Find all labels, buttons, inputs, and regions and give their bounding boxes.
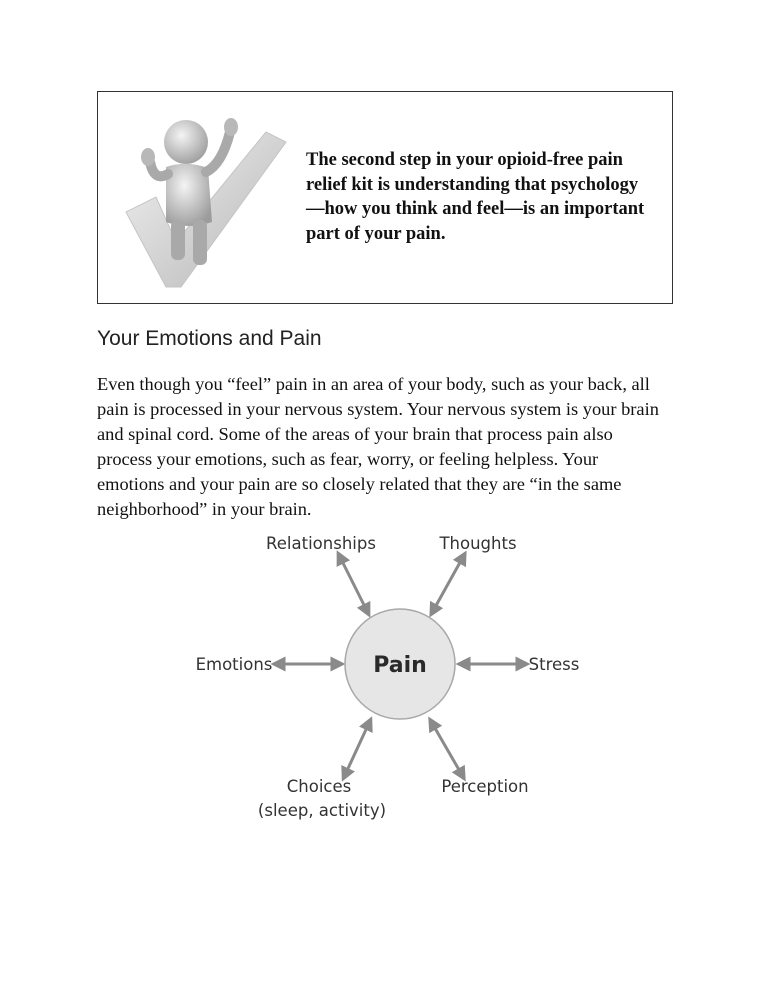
node-perception: Perception bbox=[441, 777, 529, 796]
person-thumbs-up-checkmark-icon bbox=[116, 102, 296, 292]
arrow-relationships bbox=[340, 557, 367, 611]
callout-line: The second step in your opioid-free pain bbox=[306, 150, 623, 170]
pain-label: Pain bbox=[373, 653, 427, 678]
callout-line: part of your pain. bbox=[306, 223, 446, 244]
paragraph-line: neighborhood” in your brain. bbox=[97, 499, 312, 519]
node-emotions: Emotions bbox=[195, 655, 273, 674]
pain-diagram bbox=[180, 525, 600, 835]
arrow-choices bbox=[345, 723, 369, 775]
paragraph-line: emotions and your pain are so closely related that they are “in the same bbox=[97, 474, 622, 494]
callout-box bbox=[97, 91, 673, 304]
arrow-thoughts bbox=[433, 557, 463, 611]
paragraph-line: pain is processed in your nervous system. Your nervous system is your brain bbox=[97, 399, 659, 419]
node-stress: Stress bbox=[528, 655, 580, 674]
node-thoughts: Thoughts bbox=[439, 534, 517, 553]
node-choices-sub: (sleep, activity) bbox=[257, 801, 387, 820]
callout-line: relief kit is understanding that psychology bbox=[306, 174, 639, 195]
paragraph-line: Even though you “feel” pain in an area of your body, such as your back, all bbox=[97, 374, 650, 394]
body-paragraph bbox=[97, 372, 687, 522]
paragraph-line: process your emotions, such as fear, worry, or feeling helpless. Your bbox=[97, 449, 599, 469]
callout-line: —how you think and feel—is an important bbox=[306, 199, 645, 219]
paragraph-line: and spinal cord. Some of the areas of your brain that process pain also bbox=[97, 424, 613, 444]
section-heading: Your Emotions and Pain bbox=[97, 327, 322, 350]
callout-text bbox=[306, 148, 656, 246]
arrow-perception bbox=[432, 723, 462, 775]
node-relationships: Relationships bbox=[266, 534, 376, 553]
node-choices: Choices bbox=[286, 777, 352, 796]
